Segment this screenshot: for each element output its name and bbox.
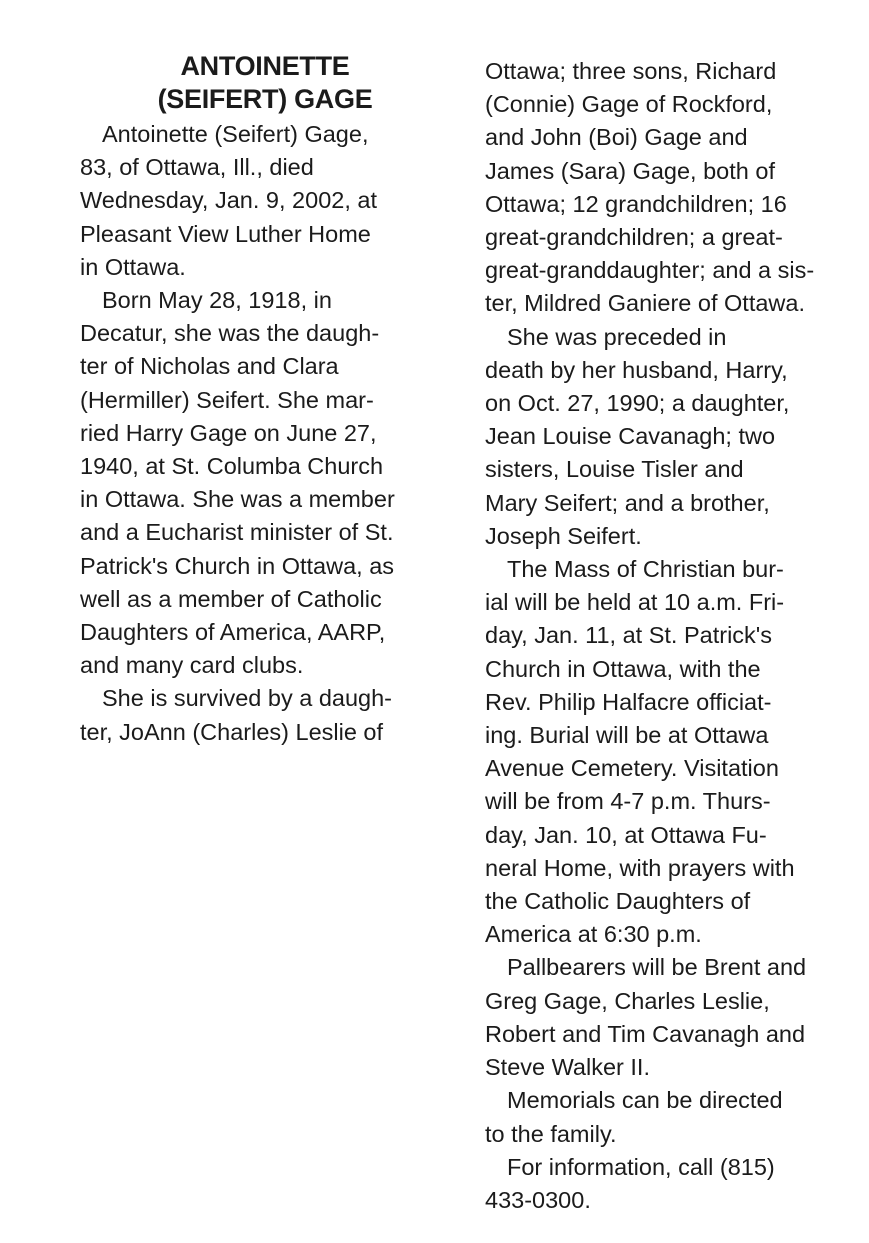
text-line: Jean Louise Cavanagh; two <box>485 423 776 450</box>
text-line: day, Jan. 10, at Ottawa Fu- <box>485 821 767 848</box>
paragraph <box>485 1151 865 1217</box>
text-line: great-granddaughter; and a sis- <box>485 257 815 284</box>
text-line: The Mass of Christian bur- <box>507 556 784 583</box>
text-line: Born May 28, 1918, in <box>102 287 332 314</box>
text-line: Pallbearers will be Brent and <box>507 954 807 981</box>
paragraph <box>485 55 865 321</box>
text-line: (Connie) Gage of Rockford, <box>485 91 773 118</box>
headline-line: ANTOINETTE <box>180 51 350 81</box>
text-line: in Ottawa. <box>80 253 186 280</box>
text-line: great-grandchildren; a great- <box>485 224 783 251</box>
text-line: ial will be held at 10 a.m. Fri- <box>485 589 785 616</box>
text-line: Antoinette (Seifert) Gage, <box>102 121 369 147</box>
text-line: day, Jan. 11, at St. Patrick's <box>485 622 773 649</box>
text-line: well as a member of Catholic <box>80 585 382 612</box>
text-line: James (Sara) Gage, both of <box>485 157 775 184</box>
text-line: ter, JoAnn (Charles) Leslie of <box>80 718 384 745</box>
text-line: Avenue Cemetery. Visitation <box>485 755 779 782</box>
text-line: Greg Gage, Charles Leslie, <box>485 987 770 1014</box>
text-line: ried Harry Gage on June 27, <box>80 419 377 446</box>
left-column <box>80 118 460 749</box>
text-line: For information, call (815) <box>507 1153 775 1180</box>
text-line: Ottawa; three sons, Richard <box>485 58 777 84</box>
text-line: and many card clubs. <box>80 652 304 679</box>
text-line: ter of Nicholas and Clara <box>80 353 339 380</box>
text-line: Robert and Tim Cavanagh and <box>485 1020 806 1047</box>
paragraph <box>485 1084 865 1150</box>
text-line: and John (Boi) Gage and <box>485 124 748 151</box>
text-line: 1940, at St. Columba Church <box>80 453 384 480</box>
text-line: Wednesday, Jan. 9, 2002, at <box>80 187 377 214</box>
text-line: sisters, Louise Tisler and <box>485 456 744 483</box>
text-line: (Hermiller) Seifert. She mar- <box>80 386 374 413</box>
text-line: Church in Ottawa, with the <box>485 655 761 682</box>
text-line: Pleasant View Luther Home <box>80 220 371 247</box>
text-line: in Ottawa. She was a member <box>80 486 395 513</box>
text-line: She was preceded in <box>507 323 727 350</box>
paragraph <box>80 118 460 284</box>
paragraph <box>485 321 865 553</box>
text-line: Steve Walker II. <box>485 1054 650 1081</box>
paragraph <box>485 553 865 951</box>
paragraph <box>80 284 460 682</box>
text-line: Patrick's Church in Ottawa, as <box>80 552 395 579</box>
text-line: the Catholic Daughters of <box>485 888 751 915</box>
text-line: Joseph Seifert. <box>485 522 642 549</box>
paragraph <box>485 951 865 1084</box>
text-line: Memorials can be directed <box>507 1087 783 1114</box>
text-line: and a Eucharist minister of St. <box>80 519 394 546</box>
text-line: ter, Mildred Ganiere of Ottawa. <box>485 290 806 317</box>
text-line: 433-0300. <box>485 1186 591 1213</box>
text-line: Decatur, she was the daugh- <box>80 320 380 347</box>
text-line: She is survived by a daugh- <box>102 685 392 712</box>
text-line: neral Home, with prayers with <box>485 854 795 881</box>
paragraph <box>80 682 460 748</box>
text-line: to the family. <box>485 1120 617 1147</box>
text-line: will be from 4-7 p.m. Thurs- <box>485 788 771 815</box>
text-line: 83, of Ottawa, Ill., died <box>80 154 314 181</box>
text-line: Rev. Philip Halfacre officiat- <box>485 688 772 715</box>
text-line: Daughters of America, AARP, <box>80 619 386 646</box>
text-line: Ottawa; 12 grandchildren; 16 <box>485 190 787 217</box>
text-line: death by her husband, Harry, <box>485 356 788 383</box>
text-line: on Oct. 27, 1990; a daughter, <box>485 390 790 417</box>
headline-line: (SEIFERT) GAGE <box>157 84 373 114</box>
text-line: Mary Seifert; and a brother, <box>485 489 770 516</box>
obituary-headline <box>80 50 450 116</box>
text-line: ing. Burial will be at Ottawa <box>485 722 769 749</box>
right-column <box>485 55 865 1217</box>
text-line: America at 6:30 p.m. <box>485 921 702 948</box>
